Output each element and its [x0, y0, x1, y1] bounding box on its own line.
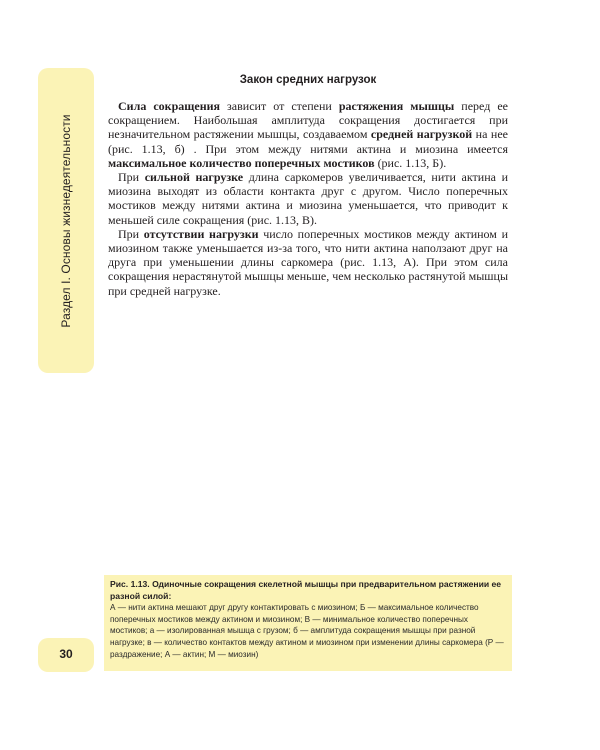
term-muscle-stretch: растяжения мышцы	[338, 99, 455, 113]
term-no-load: отсутствии нагрузки	[143, 226, 259, 241]
paragraph-1-text-c: на нее (рис. 1.13, б) . При этом между нитями актина и миозина имеется	[108, 127, 508, 156]
term-contraction-force: Сила сокращения	[118, 99, 221, 113]
paragraph-3	[108, 227, 508, 298]
paragraph-1-text-b: перед ее сокращением. Наибольшая амплитуда сокращения достигается при незначительном растяжении мышцы, создаваемом	[108, 99, 508, 142]
term-medium-load: средней нагрузкой	[370, 127, 473, 142]
paragraph-3-text-a: При	[118, 226, 144, 241]
section-title: Закон средних нагрузок	[239, 74, 377, 86]
paragraph-1-text-d: (рис. 1.13, Б).	[374, 155, 447, 170]
paragraph-1-text-a: зависит от степени	[220, 99, 339, 113]
page-number: 30	[59, 647, 73, 661]
section-side-tab	[38, 68, 94, 373]
paragraph-3-text-b: число поперечных мостиков между актином и миозином также уменьшается из-за того, что нити актина наползают друг на друга при уменьшении длины саркомера (рис. 1.13, А). При этом сила сокращения нерастянутой мышцы меньше, чем несколько растянутой мышцы при средней нагрузке.	[108, 226, 508, 298]
term-strong-load: сильной нагрузке	[144, 170, 244, 185]
page-number-box	[38, 638, 94, 672]
caption-title: Рис. 1.13. Одиночные сокращения скелетной мышцы при предварительном растяжении ее разной силой:	[110, 579, 502, 601]
paragraph-2-text-b: длина саркомеров увеличивается, нити актина и миозина выходят из области контакта друг с другом. Число поперечных мостиков между нитями актина и миозина уменьшается, что приводит к меньшей силе сокращения (рис. 1.13, В).	[108, 170, 508, 227]
body-text	[108, 99, 508, 298]
paragraph-2-text-a: При	[118, 170, 145, 185]
caption-text: А — нити актина мешают друг другу контактировать с миозином; Б — максимальное количество поперечных мостиков между актином и миозином; В — минимальное количество поперечных мостиков; а — изолированная мышца с грузом; б — амплитуда сокращения мышцы при разной нагрузке; в — количество контактов между актином и миозином при изменении длины саркомера (Р — раздражение; А — актин; М — миозин)	[110, 603, 504, 659]
paragraph-1	[108, 99, 508, 170]
term-max-bridges: максимальное количество поперечных мостиков	[108, 155, 375, 170]
figure-caption	[104, 575, 512, 671]
paragraph-2	[108, 170, 508, 227]
section-label: Раздел I. Основы жизнедеятельности	[59, 113, 73, 328]
